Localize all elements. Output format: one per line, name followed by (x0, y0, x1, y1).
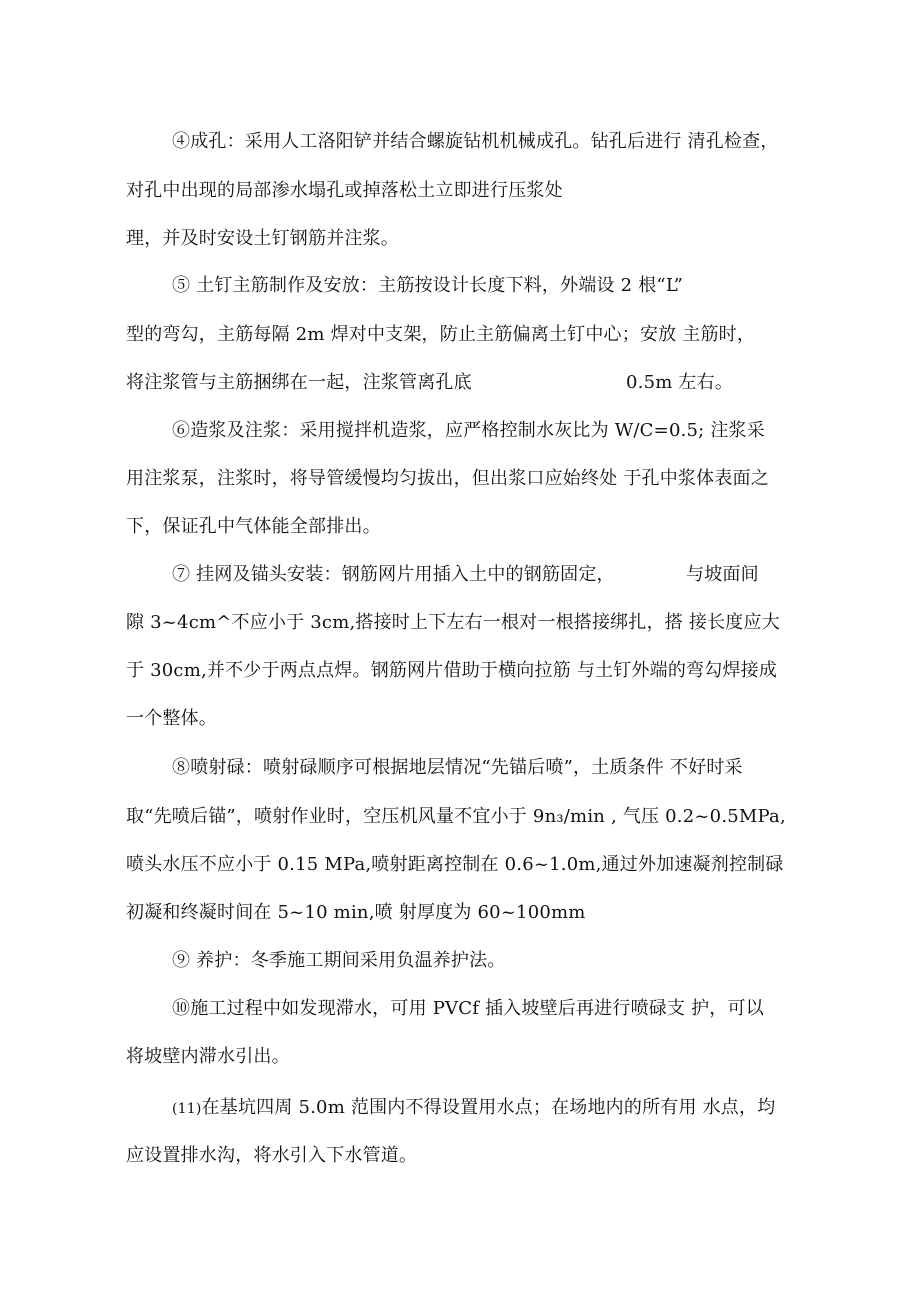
paragraph-4-line-1: ④成孔：采用人工洛阳铲并结合螺旋钻机机械成孔。钻孔后进行 清孔检查， (172, 131, 779, 152)
paragraph-5-line-3a: 将注浆管与主筋捆绑在一起，注浆管离孔底 (126, 372, 472, 393)
paragraph-5-line-2: 型的弯勾，主筋每隔 2m 焊对中支架，防止主筋偏离土钉中心；安放 主筋时， (126, 324, 756, 345)
paragraph-7-line-4: 一个整体。 (126, 708, 217, 729)
paragraph-9-line-1: ⑨ 养护：冬季施工期间采用负温养护法。 (172, 950, 506, 971)
paragraph-7-line-2: 隙 3~4cm^不应小于 3cm,搭接时上下左右一根对一根搭接绑扎，搭 接长度应大 (126, 612, 780, 633)
paragraph-4-line-3: 理，并及时安设土钉钢筋并注浆。 (126, 228, 399, 249)
paragraph-7-line-1b: 与坡面间 (686, 564, 759, 585)
paragraph-10-line-2: 将坡壁内滞水引出。 (126, 1046, 290, 1067)
paragraph-11-line-2: 应设置排水沟，将水引入下水管道。 (126, 1145, 418, 1166)
paragraph-5-line-3b: 0.5m 左右。 (626, 372, 734, 393)
paragraph-6-line-2: 用注浆泵，注浆时，将导管缓慢均匀拔出，但出浆口应始终处 于孔中浆体表面之 (126, 468, 769, 489)
paragraph-4-line-2: 对孔中出现的局部渗水塌孔或掉落松土立即进行压浆处 (126, 180, 563, 201)
paragraph-5-line-1: ⑤ 土钉主筋制作及安放：主筋按设计长度下料，外端设 2 根“L” (172, 275, 684, 296)
paragraph-8-line-4: 初凝和终凝时间在 5~10 min,喷 射厚度为 60~100mm (126, 902, 586, 923)
paragraph-8-line-3: 喷头水压不应小于 0.15 MPa,喷射距离控制在 0.6~1.0m,通过外加速凝剂控制碌 (126, 854, 784, 875)
paragraph-6-line-1: ⑥造浆及注浆：采用搅拌机造浆，应严格控制水灰比为 W/C=0.5; 注浆采 (172, 420, 765, 441)
paragraph-11-marker: (11) (172, 1101, 202, 1117)
paragraph-8-line-2: 取“先喷后锚”，喷射作业时，空压机风量不宜小于 9n₃/min , 气压 0.2~0.5MPa, (126, 806, 786, 827)
paragraph-11-line-1 (172, 1096, 775, 1121)
paragraph-10-line-1: ⑩施工过程中如发现滞水，可用 PVCf 插入坡壁后再进行喷碌支 护，可以 (172, 998, 764, 1019)
paragraph-6-line-3: 下，保证孔中气体能全部排出。 (126, 516, 381, 537)
paragraph-7-line-1a: ⑦ 挂网及锚头安装：钢筋网片用插入土中的钢筋固定， (172, 564, 615, 585)
paragraph-11-line-1-text: 在基坑四周 5.0m 范围内不得设置用水点；在场地内的所有用 水点，均 (201, 1097, 776, 1118)
paragraph-7-line-3: 于 30cm,并不少于两点点焊。钢筋网片借助于横向拉筋 与土钉外端的弯勾焊接成 (126, 660, 778, 681)
paragraph-8-line-1: ⑧喷射碌：喷射碌顺序可根据地层情况“先锚后喷”，土质条件 不好时采 (172, 757, 743, 778)
